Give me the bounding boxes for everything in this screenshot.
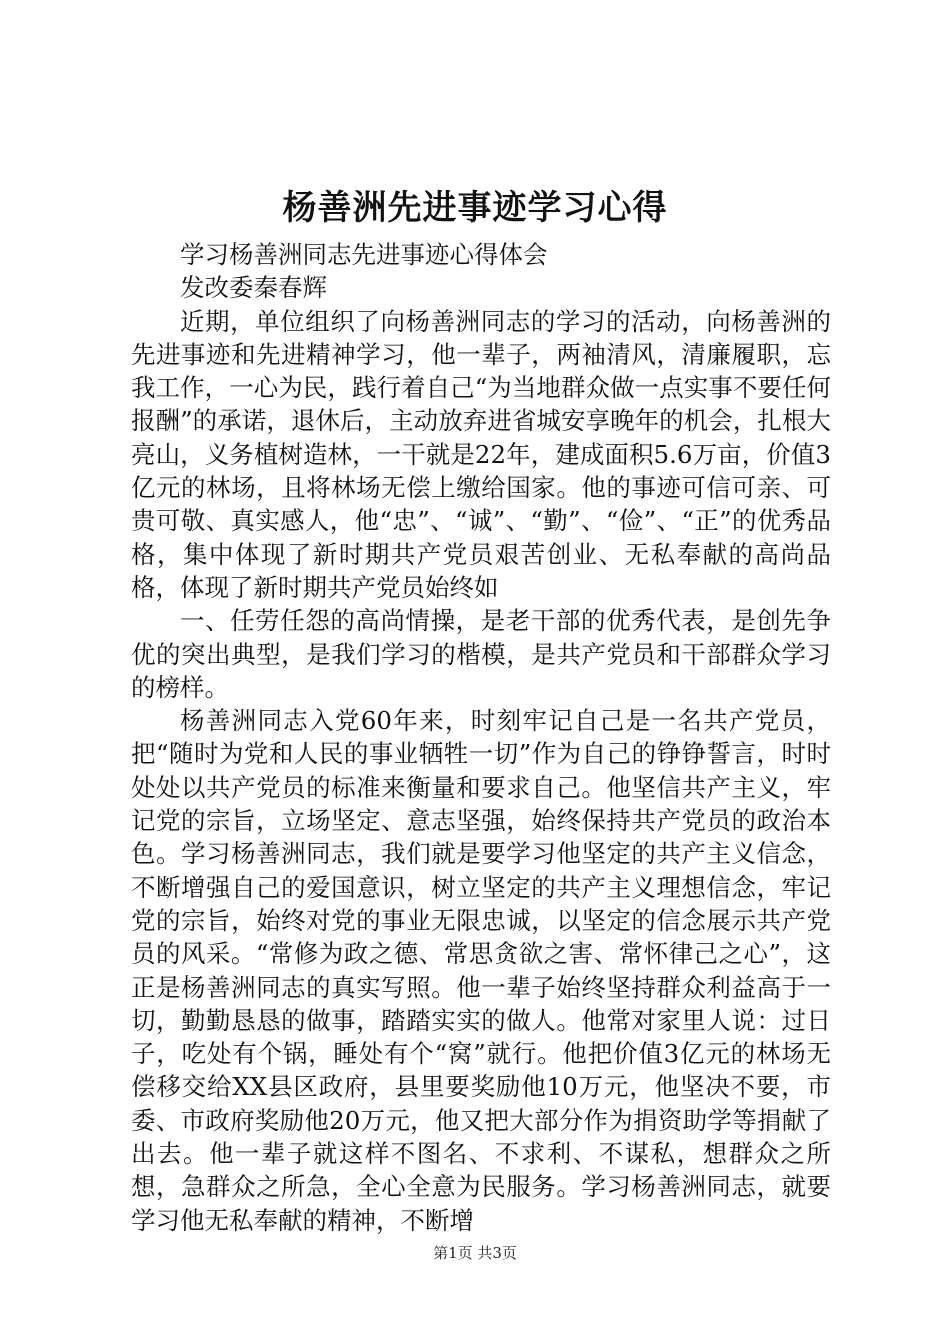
page-footer: 第1页 共3页 (433, 1244, 517, 1262)
paragraph-subtitle: 学习杨善洲同志先进事迹心得体会 (180, 240, 548, 269)
paragraph-author: 发改委秦春辉 (180, 273, 327, 303)
paragraph-main: 杨善洲同志入党60年来，时刻牢记自己是一名共产党员，把“随时为党和人民的事业牺牲一切”作为自己的铮铮誓言，时时处处以共产党员的标准来衡量和要求自己。他坚信共产主义，牢记党的宗旨，立场坚定、意志坚强，始终保持共产党员的政治本色。学习杨善洲同志，我们就是要学习他坚定的共产主义信念，不断增强自己的爱国意识，树立坚定的共产主义理想信念，牢记党的宗旨，始终对党的事业无限忠诚，以坚定的信念展示共产党员的风采。“常修为政之德、常思贪欲之害、常怀律己之心”，这正是杨善洲同志的真实写照。他一辈子始终坚持群众利益高于一切，勤勤恳恳的做事，踏踏实实的做人。他常对家里人说：过日子，吃处有个锅，睡处有个“窝”就行。他把价值3亿元的林场无偿移交给XX县区政府，县里要奖励他10万元，他坚决不要，市委、市政府奖励他20万元，他又把大部分作为捐资助学等捐献了出去。他一辈子就这样不图名、不求利、不谋私，想群众之所想，急群众之所急，全心全意为民服务。学习杨善洲同志，就要学习他无私奉献的精神，不断增 (131, 706, 831, 1235)
document-body (131, 238, 831, 1237)
paragraph-intro: 近期，单位组织了向杨善洲同志的学习的活动，向杨善洲的先进事迹和先进精神学习，他一辈子，两袖清风，清廉履职，忘我工作，一心为民，践行着自己“为当地群众做一点实事不要任何报酬”的承诺，退休后，主动放弃进省城安享晚年的机会，扎根大亮山，义务植树造林，一干就是22年，建成面积5.6万亩，价值3亿元的林场，且将林场无偿上缴给国家。他的事迹可信可亲、可贵可敬、真实感人，他“忠”、“诚”、“勤”、“俭”、“正”的优秀品格，集中体现了新时期共产党员艰苦创业、无私奉献的高尚品格，体现了新时期共产党员始终如 (131, 306, 831, 602)
paragraph-section-one: 一、任劳任怨的高尚情操，是老干部的优秀代表，是创先争优的突出典型，是我们学习的楷模，是共产党员和干部群众学习的榜样。 (131, 606, 831, 702)
document-title: 杨善洲先进事迹学习心得 (282, 188, 668, 228)
